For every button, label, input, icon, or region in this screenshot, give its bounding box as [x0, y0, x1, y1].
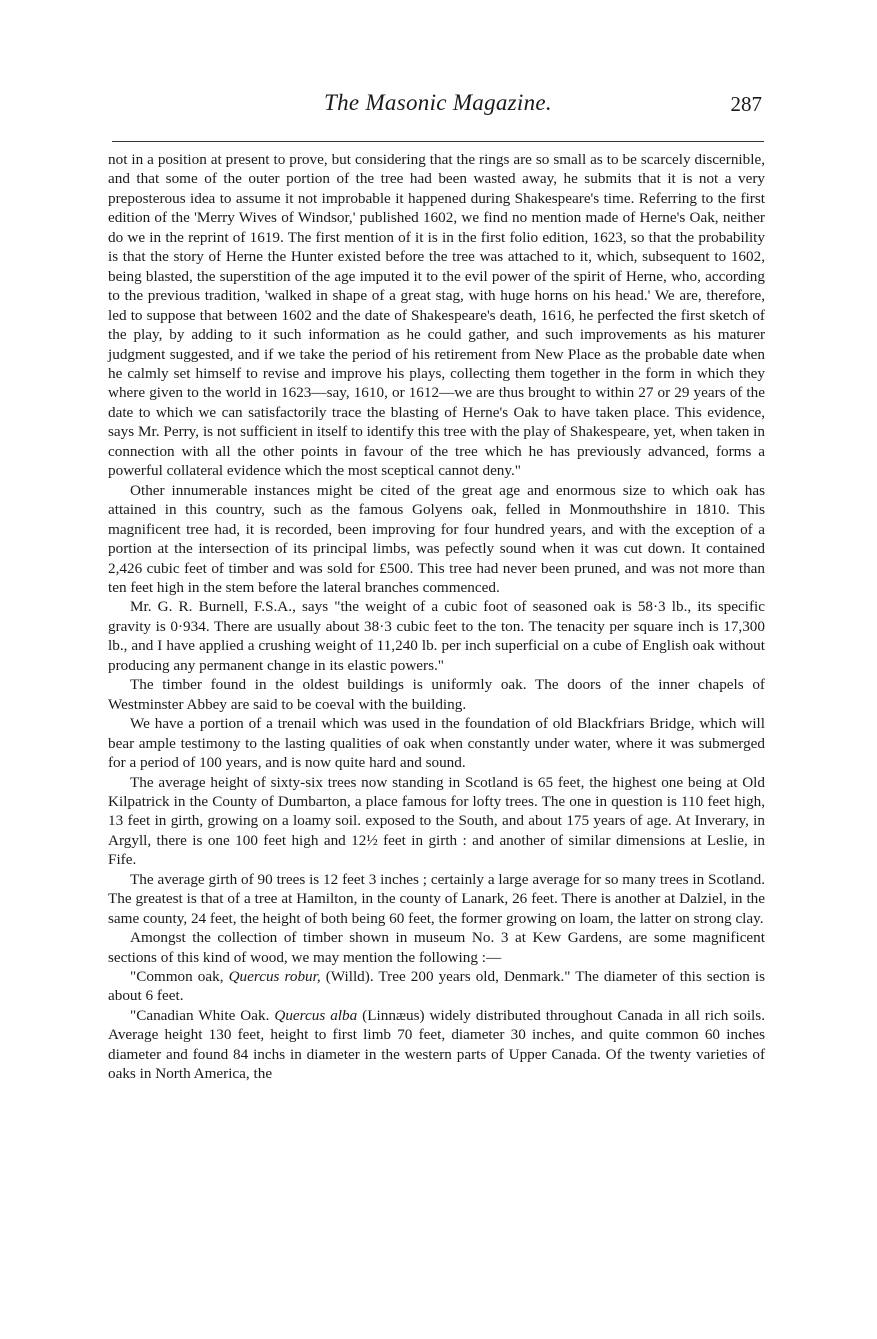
paragraph: Amongst the collection of timber shown in museum No. 3 at Kew Gardens, are some magnificent sections of this kind of wood, we may mention the following :—	[108, 929, 765, 966]
paragraph: not in a position at present to prove, but considering that the rings are so small as to be scarcely discernible, and that some of the outer portion of the tree had been wasted away, he submits that it is not a very preposterous idea to assume it not improbable it happened during Shakespeare's time. Referring to the first edition of the 'Merry Wives of Windsor,' published 1602, we find no mention made of Herne's Oak, neither do we in the reprint of 1619. The first mention of it is in the first folio edition, 1623, so that the probability is that the story of Herne the Hunter existed before the tree was attached to it, which, subsequent to 1602, being blasted, the superstition of the age imputed it to the evil power of the spirit of Herne, who, according to the previous tradition, 'walked in shape of a great stag, with huge horns on his head.' We are, therefore, led to suppose that between 1602 and the date of Shakespeare's death, 1616, he perfected the first sketch of the play, by adding to it such information as he could gather, and such improvements as his maturer judgment suggested, and if we take the period of his retirement from New Place as the probable date when he calmly set himself to revise and improve his plays, collecting them together in the form in which they where given to the world in 1623—say, 1610, or 1612—we are thus brought to within 27 or 29 years of the date to which we can satisfactorily trace the blasting of Herne's Oak to have taken place. This evidence, says Mr. Perry, is not sufficient in itself to identify this tree with the play of Shakespeare, yet, when taken in connection with all the other points in favour of the tree which he has previously advanced, forms a powerful collateral evidence which the most sceptical cannot deny."	[108, 151, 765, 480]
paragraph	[108, 1006, 765, 1084]
article-body	[108, 150, 765, 1084]
paragraph: The timber found in the oldest buildings is uniformly oak. The doors of the inner chapels of Westminster Abbey are said to be coeval with the building.	[108, 676, 765, 713]
magazine-title: The Masonic Magazine.	[324, 90, 552, 115]
species-name: Quercus robur,	[228, 968, 321, 986]
running-header	[112, 86, 764, 126]
paragraph: The average height of sixty-six trees now standing in Scotland is 65 feet, the highest one being at Old Kilpatrick in the County of Dumbarton, a place famous for lofty trees. The one in question is 110 feet high, 13 feet in girth, growing on a loamy soil. exposed to the South, and about 175 years of age. At Inverary, in Argyll, there is one 100 feet high and 12½ feet in girth : and another of similar dimensions at Leslie, in Fife.	[108, 773, 765, 869]
species-name: Quercus alba	[274, 1006, 358, 1024]
paragraph: Other innumerable instances might be cited of the great age and enormous size to which oak has attained in this country, such as the famous Golyens oak, felled in Monmouthshire in 1810. This magnificent tree had, it is recorded, been improving for four hundred years, and with the exception of a portion at the intersection of its principal limbs, was pefectly sound when it was cut down. It contained 2,426 cubic feet of timber and was sold for £500. This tree had never been pruned, and was not more than ten feet high in the stem before the lateral branches commenced.	[108, 481, 765, 596]
paragraph: Mr. G. R. Burnell, F.S.A., says "the weight of a cubic foot of seasoned oak is 58·3 lb., its specific gravity is 0·934. There are usually about 38·3 cubic feet to the ton. The tenacity per square inch is 17,300 lb., and I have applied a crushing weight of 11,240 lb. per inch superficial on a cube of English oak without producing any permanent change in its elastic powers."	[108, 598, 765, 674]
page-number: 287	[730, 92, 762, 116]
text-run: (Linnæus) widely distributed throughout Canada in all rich soils. Average height 130 feet, height to first limb 70 feet, diameter 30 inches, and quite common 60 inches diameter and found 84 inchs in diameter in the western parts of Upper Canada. Of the twenty varieties of oaks in North America, the	[108, 1006, 765, 1083]
paragraph: The average girth of 90 trees is 12 feet 3 inches ; certainly a large average for so many trees in Scotland. The greatest is that of a tree at Hamilton, in the county of Lanark, 26 feet. There is another at Dalziel, in the same county, 24 feet, the height of both being 60 feet, the former growing on loam, the latter on strong clay.	[108, 870, 765, 927]
text-run: "Common oak,	[130, 968, 229, 986]
text-run: (Willd). Tree 200 years old, Denmark." The diameter of this section is about 6 feet.	[108, 968, 766, 1005]
header-rule	[112, 141, 764, 142]
text-run: "Canadian White Oak.	[130, 1006, 275, 1024]
paragraph: We have a portion of a trenail which was used in the foundation of old Blackfriars Bridge, which will bear ample testimony to the lasting qualities of oak when constantly under water, where it was submerged for a period of 100 years, and is now quite hard and sound.	[108, 715, 765, 772]
paragraph	[108, 967, 765, 1006]
